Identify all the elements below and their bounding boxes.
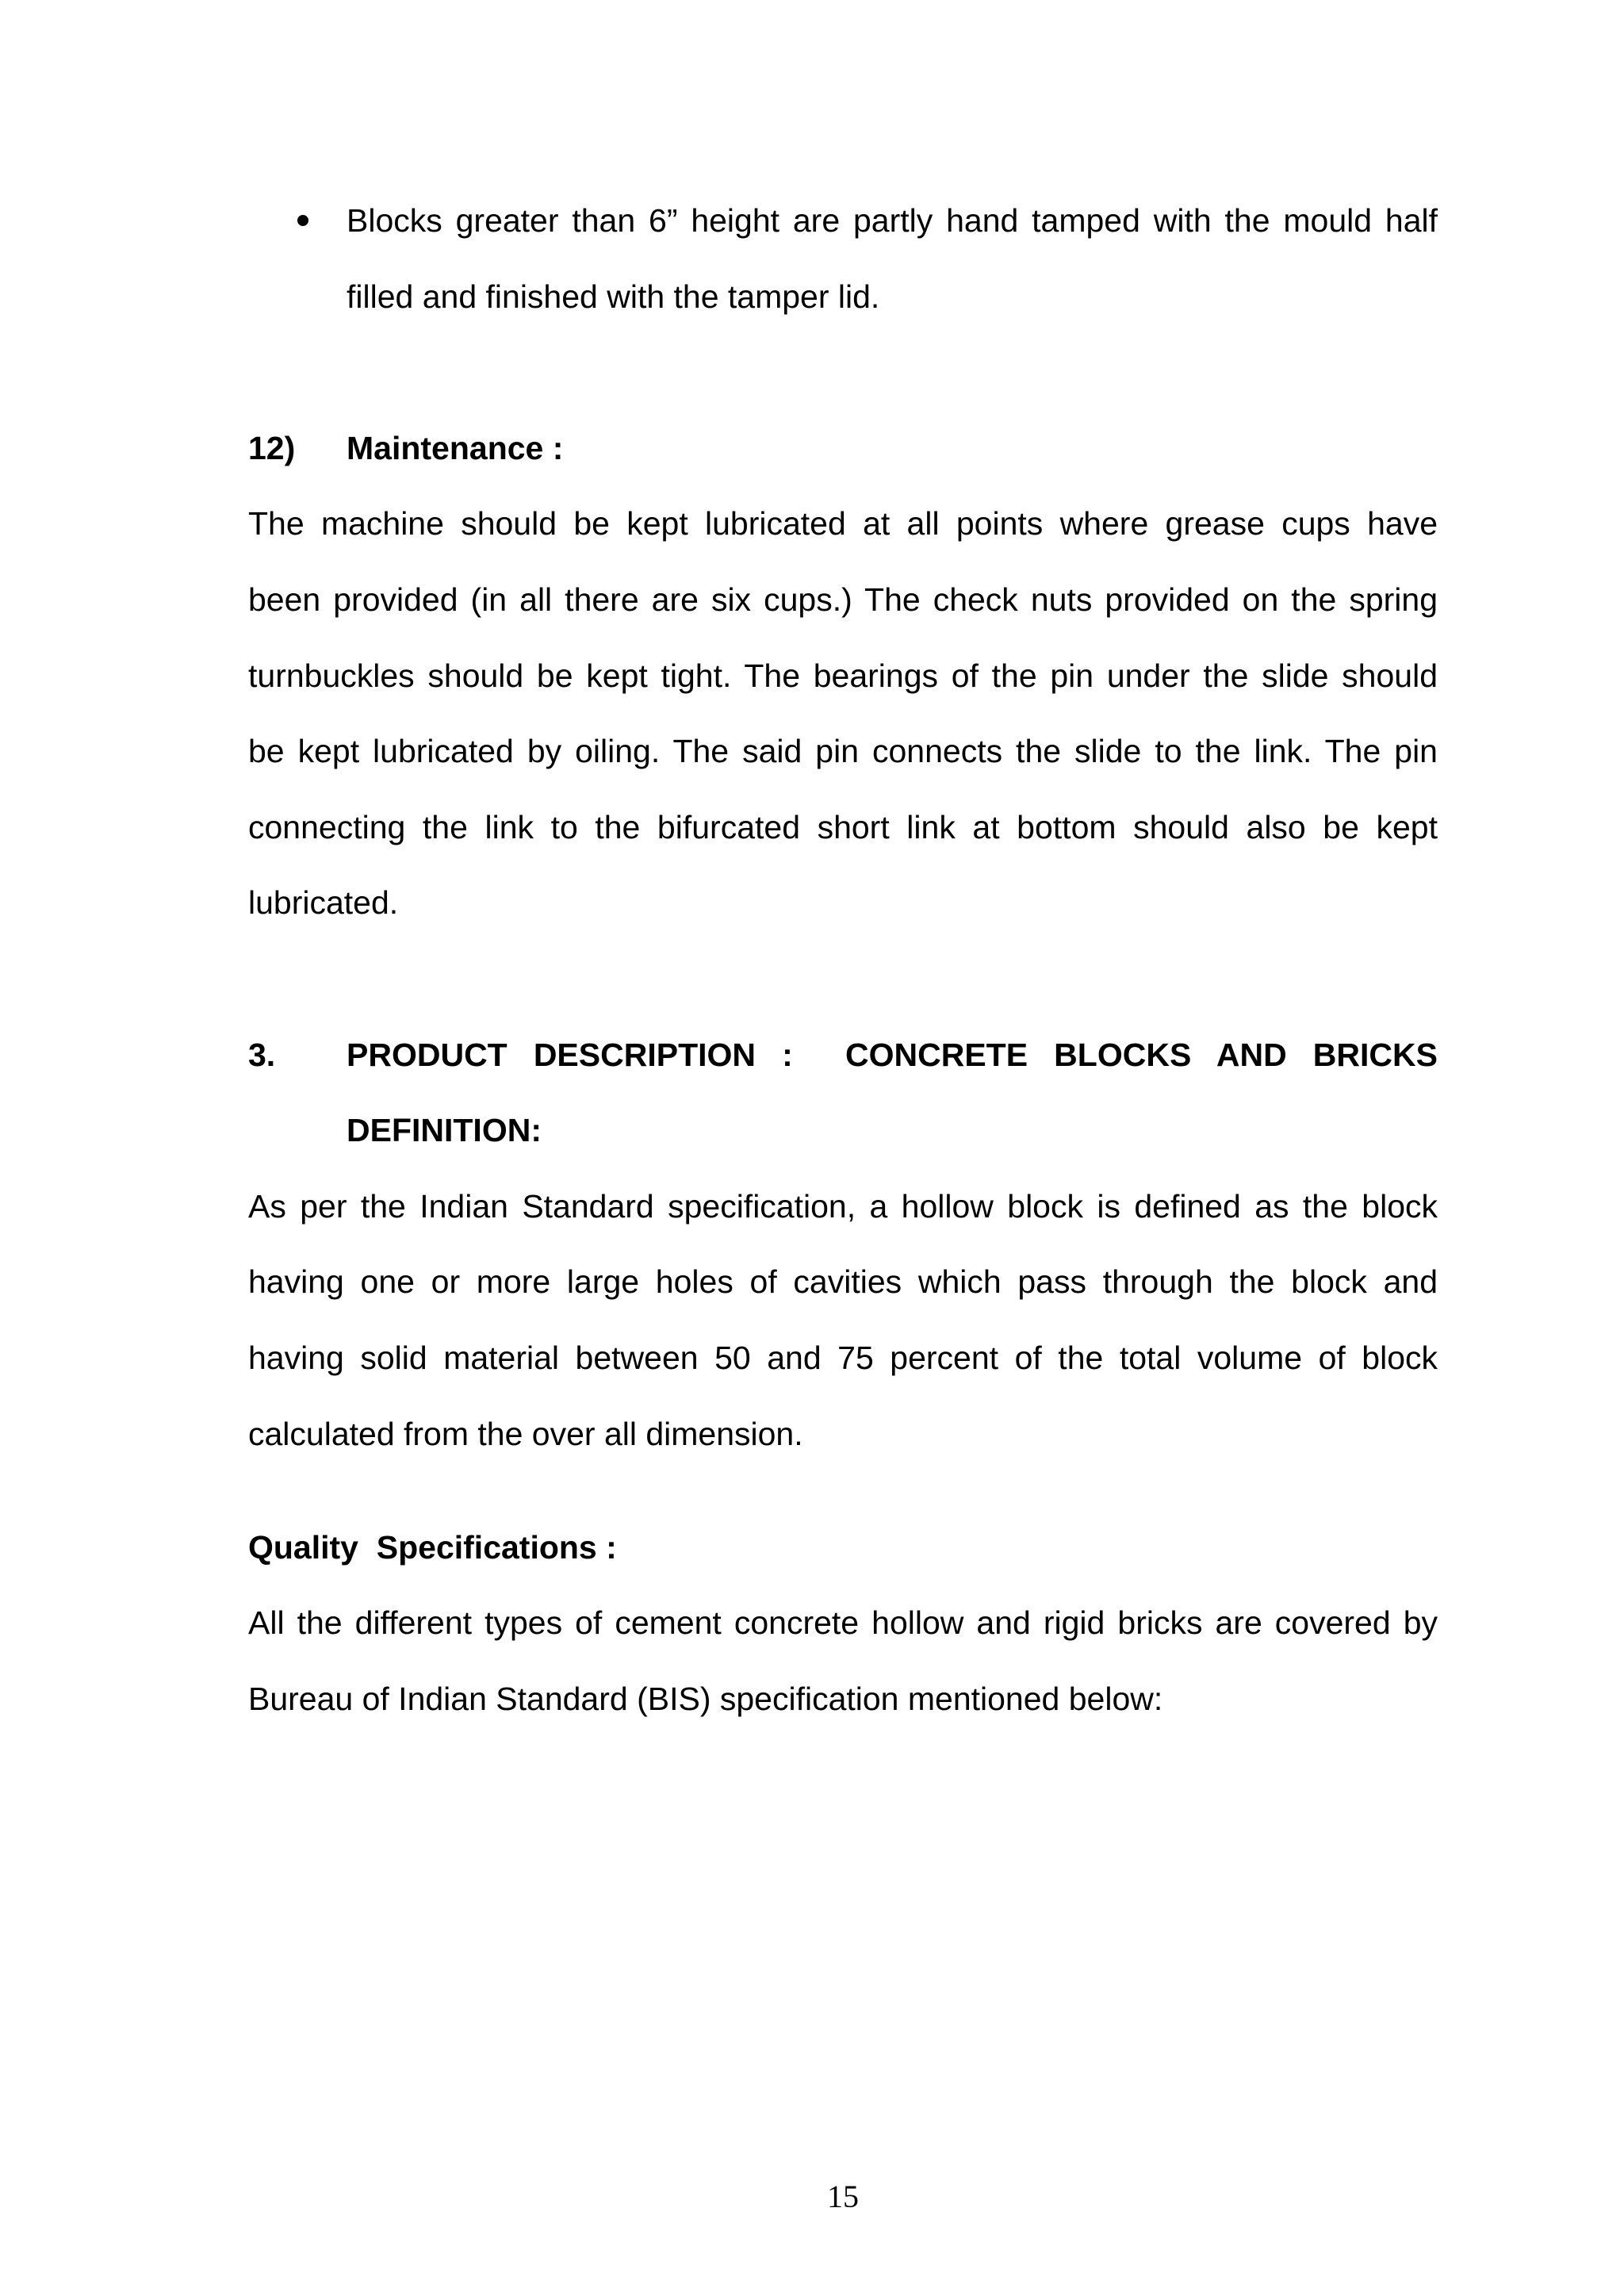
section-subtitle-definition: DEFINITION: xyxy=(347,1112,542,1149)
paragraph-line: connecting the link to the bifurcated short link at bottom should also be kept xyxy=(248,808,1438,845)
paragraph-line: calculated from the over all dimension. xyxy=(248,1415,803,1452)
paragraph-line: The machine should be kept lubricated at all points where grease cups have xyxy=(248,505,1438,542)
paragraph-line: been provided (in all there are six cups.) The check nuts provided on the spring xyxy=(248,581,1438,618)
text-column xyxy=(248,183,1438,1738)
paragraph-line: turnbuckles should be kept tight. The bearings of the pin under the slide should xyxy=(248,657,1438,694)
paragraph-line: having solid material between 50 and 75 percent of the total volume of block xyxy=(248,1339,1438,1376)
section-heading-maintenance xyxy=(248,411,1438,487)
paragraph-gap xyxy=(248,941,1438,1018)
section-heading-product-description xyxy=(248,1018,1438,1094)
bullet-text-line: Blocks greater than 6” height are partly hand tamped with the mould half xyxy=(347,202,1438,239)
section-number: 3. xyxy=(248,1036,276,1073)
bullet-list-item xyxy=(248,183,1438,335)
paragraph-line: As per the Indian Standard specification, a hollow block is defined as the block xyxy=(248,1187,1438,1225)
bullet-icon xyxy=(297,215,308,226)
section-title: Maintenance : xyxy=(347,429,564,466)
paragraph-gap xyxy=(248,335,1438,411)
section-heading-quality-specifications: Quality Specifications : xyxy=(248,1528,617,1566)
paragraph-line: Bureau of Indian Standard (BIS) specification mentioned below: xyxy=(248,1681,1163,1718)
paragraph-line: lubricated. xyxy=(248,884,399,922)
section-number: 12) xyxy=(248,429,296,466)
paragraph-line: All the different types of cement concrete hollow and rigid bricks are covered by xyxy=(248,1604,1438,1642)
section-title: PRODUCT DESCRIPTION : CONCRETE BLOCKS AND BRICKS xyxy=(347,1036,1438,1073)
bullet-text-line: filled and finished with the tamper lid. xyxy=(347,278,880,315)
paragraph-line: having one or more large holes of cavities which pass through the block and xyxy=(248,1263,1438,1301)
page-number: 15 xyxy=(827,2179,859,2214)
paragraph-gap xyxy=(248,1472,1438,1510)
paragraph-line: be kept lubricated by oiling. The said pin connects the slide to the link. The pin xyxy=(248,733,1438,770)
